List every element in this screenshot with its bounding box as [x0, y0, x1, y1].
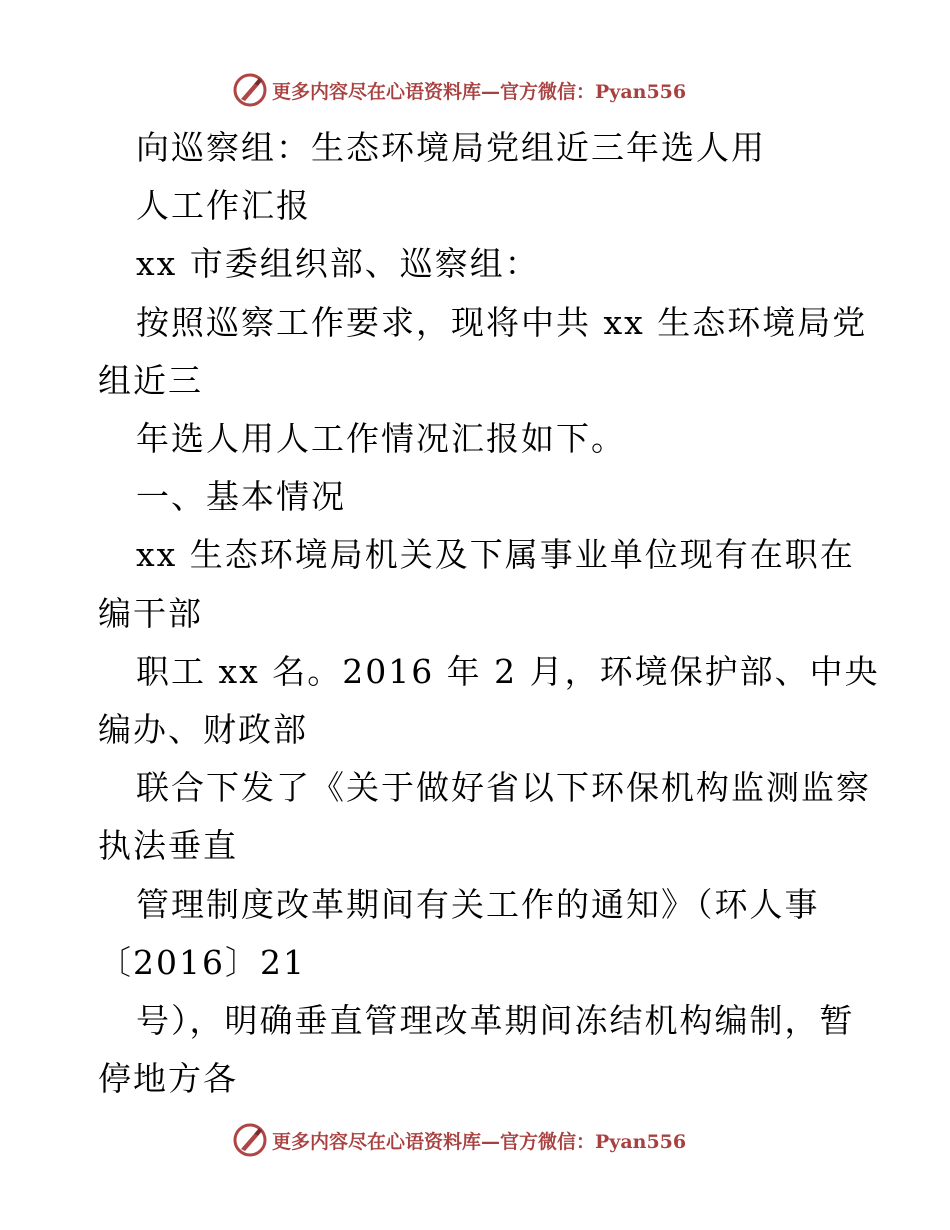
- watermark-banner-top: [232, 70, 686, 110]
- watermark-text: 更多内容尽在心语资料库—官方微信：Pyan556: [272, 1130, 687, 1153]
- doc-line-10: 职工 xx 名。2016 年 2 月，环境保护部、中央: [136, 652, 880, 691]
- doc-line-1: 向巡察组：生态环境局党组近三年选人用: [136, 128, 766, 167]
- doc-line-14: 管理制度改革期间有关工作的通知》（环人事: [136, 885, 820, 924]
- doc-line-2: 人工作汇报: [136, 186, 311, 225]
- doc-line-16: 号），明确垂直管理改革期间冻结机构编制，暂: [136, 1001, 855, 1040]
- doc-line-6: 年选人用人工作情况汇报如下。: [136, 419, 626, 458]
- doc-line-8: xx 生态环境局机关及下属事业单位现有在职在: [136, 535, 855, 574]
- watermark-banner-bottom: [232, 1120, 686, 1160]
- doc-line-11: 编办、财政部: [98, 710, 308, 749]
- watermark-text: 更多内容尽在心语资料库—官方微信：Pyan556: [272, 80, 687, 103]
- doc-line-12: 联合下发了《关于做好省以下环保机构监测监察: [136, 768, 871, 807]
- doc-line-15: 〔2016〕21: [98, 943, 306, 982]
- doc-line-17: 停地方各: [98, 1059, 238, 1098]
- pen-logo-icon: [232, 72, 268, 108]
- doc-line-9: 编干部: [98, 594, 203, 633]
- doc-line-7: 一、基本情况: [136, 477, 346, 516]
- doc-line-13: 执法垂直: [98, 826, 238, 865]
- doc-line-3: xx 市委组织部、巡察组：: [136, 244, 540, 283]
- pen-logo-icon: [232, 1122, 268, 1158]
- doc-line-4: 按照巡察工作要求，现将中共 xx 生态环境局党: [136, 303, 868, 342]
- doc-line-5: 组近三: [98, 361, 203, 400]
